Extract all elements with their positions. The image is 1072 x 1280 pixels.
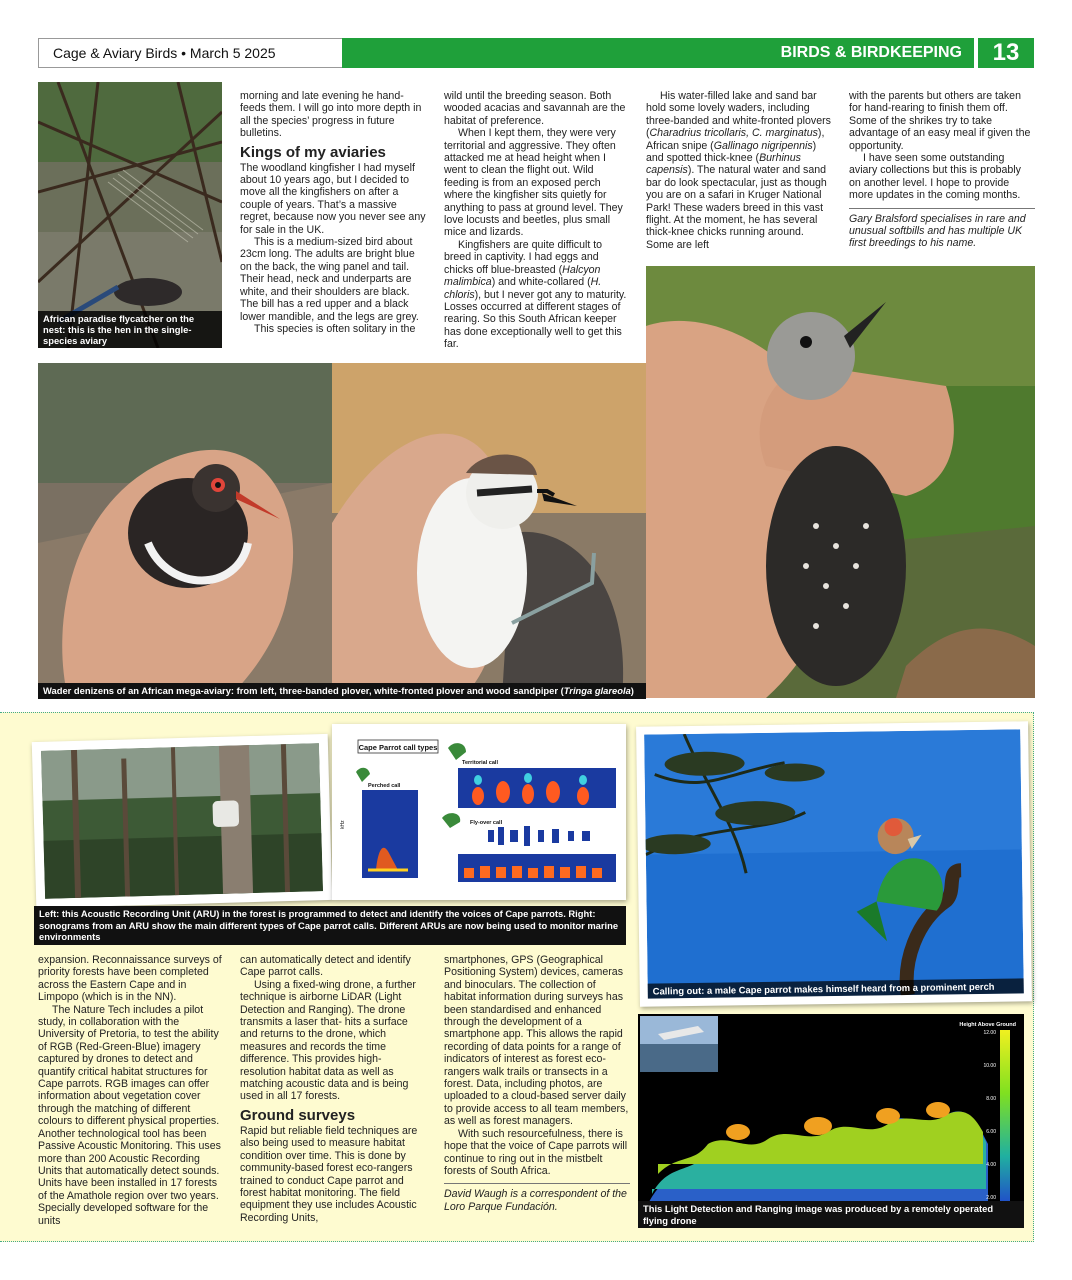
sonogram-axis-label: kHz [340, 820, 346, 829]
article1-column4 [849, 90, 1035, 250]
lidar-tick: 6.00 [986, 1129, 996, 1135]
lidar-caption: This Light Detection and Ranging image was produced by a remotely operated flying drone [638, 1201, 1024, 1228]
lidar-tick: 2.00 [986, 1195, 996, 1201]
paragraph: The Nature Tech includes a pilot study, in collaboration with the University of Pretoria, to test the ability of RGB (Red-Green-Blue) imagery captured by drones to detect and quantify critical habitat structures for Cape parrots. RGB images can offer information about vegetation cover through the matching of different colours to different physical properties. Another technological tool has been Passive Acoustic Monitoring. This uses more than 200 Acoustic Recording Units that automatically detect sounds. Units have been installed in 17 forests of the Amathole region over two years. Specially developed software for the units [38, 1003, 221, 1227]
parrot-caption: Calling out: a male Cape parrot makes himself heard from a prominent perch [648, 978, 1024, 999]
paragraph: This species is often solitary in the [254, 322, 416, 335]
lidar-tick: 4.00 [986, 1162, 996, 1168]
paragraph: smartphones, GPS (Geographical Positioning System) devices, cameras and binoculars. The collection of habitat information during surveys has been standardised and enhanced through the development of a smartphone app. This allows the rapid recording of data points for a range of indicators of interest as forest eco-rangers walk trails or transects in a forest. Data, including photos, are uploaded to a cloud-based server daily to provide access to all team members, as well as forest managers. [444, 954, 629, 1128]
paragraph: can automatically detect and identify Cape parrot calls. [240, 954, 411, 979]
flycatcher-caption: African paradise flycatcher on the nest: this is the hen in the single-species aviary [38, 311, 222, 348]
paragraph: When I kept them, they were very territorial and aggressive. They often attacked me at head height when I went to clean the flight out. Wild feeding is from an exposed perch where the kingfisher sits quietly for anything to pass at ground level. They love locusts and beetles, plus small mice and lizards. [444, 127, 623, 239]
article2-column3 [444, 954, 630, 1213]
plover-photo-1 [38, 363, 332, 698]
aru-photo-frame [32, 734, 333, 908]
territorial-call-label: Territorial call [462, 760, 498, 766]
flyover-call-label: Fly-over call [470, 820, 503, 826]
section-title: BIRDS & BIRDKEEPING [342, 38, 974, 68]
paragraph: The woodland kingfisher I had myself about 10 years ago, but I decided to move all the kingfishers on after a couple of years. That’s a massive regret, because now you never see any for sale in the UK. [240, 161, 426, 236]
parrot-photo-frame [636, 721, 1032, 1006]
sonogram-title: Cape Parrot call types [358, 743, 438, 752]
lidar-legend-title: Height Above Ground [959, 1022, 1016, 1028]
paragraph: expansion. Reconnaissance surveys of priority forests have been completed across the Eastern Cape and in Limpopo (which is in the NN). [38, 954, 222, 1004]
paragraph: Rapid but reliable field techniques are also being used to measure habitat condition over time. This is done by community-based forest eco-rangers trained to conduct Cape parrot and forest habitat monitoring. The field equipment they use includes Acoustic Recording Units, [240, 1124, 418, 1224]
subheading-ground-surveys: Ground surveys [240, 1106, 356, 1124]
paragraph: Using a fixed-wing drone, a further technique is airborne LiDAR (Light Detection and Ranging). The drone transmits a laser that- hits a surface and returns to the drone, which measures and records the time difference. This provides high-resolution habitat data as well as matching acoustic data and is being used in all 17 forests. [240, 978, 416, 1103]
paragraph: I have seen some outstanding aviary collections but this is probably on another level. I hope to provide more updates in the coming months. [849, 152, 1021, 202]
author-bio: Gary Bralsford specialises in rare and unusual softbills and has multiple UK first breedings to his name. [849, 208, 1035, 250]
article1-column3 [646, 90, 832, 251]
publication-line: Cage & Aviary Birds • March 5 2025 [38, 38, 342, 68]
article1-column2 [444, 90, 630, 351]
sonogram-frame [332, 724, 626, 900]
lidar-image [638, 1014, 1024, 1228]
lidar-tick: 8.00 [986, 1096, 996, 1102]
paragraph: morning and late evening he hand-feeds them. I will go into more depth in all the species’ progress in future bulletins. [240, 90, 422, 140]
lidar-tick: 12.00 [983, 1030, 996, 1036]
lidar-tick: 10.00 [983, 1063, 996, 1069]
aru-caption: Left: this Acoustic Recording Unit (ARU) in the forest is programmed to detect and identify the voices of Cape parrots. Right: sonograms from an ARU show the main different types of Cape parrot calls. Different ARUs are now being used to monitor marine environments [34, 906, 626, 945]
perched-call-label: Perched call [368, 783, 401, 789]
page-number: 13 [978, 38, 1034, 68]
paragraph: With such resourcefulness, there is hope that the voice of Cape parrots will continue to ring out in the mistbelt forests of South Africa. [444, 1127, 628, 1177]
paragraph: Kingfishers are quite difficult to breed in captivity. I had eggs and chicks off blue-breasted (Halcyon malimbica) and white-collared (H. chloris), but I never got any to maturity. Losses occurred at different stages of rearing. So this South African keeper has done exceptionally well to get this far. [444, 238, 627, 351]
paragraph: This is a medium-sized bird about 23cm long. The adults are bright blue on the back, the wing panel and tail. Their head, neck and underparts are white, and their shoulders are black. The bill has a red upper and a black lower mandible, and the legs are grey. [240, 236, 419, 323]
subheading-kings: Kings of my aviaries [240, 143, 386, 161]
sandpiper-photo [646, 266, 1035, 698]
author-bio: David Waugh is a correspondent of the Loro Parque Fundación. [444, 1183, 630, 1213]
article2-column1 [38, 954, 222, 1227]
waders-caption: Wader denizens of an African mega-aviary: from left, three-banded plover, white-fronted plover and wood sandpiper (Tringa glareola) [38, 683, 646, 699]
flycatcher-photo [38, 82, 222, 348]
paragraph: with the parents but others are taken for hand-rearing to finish them off. Some of the shrikes try to take advantage of an easy meal if given the opportunity. [849, 90, 1031, 152]
article1-column1 [240, 90, 426, 335]
article2-column2 [240, 954, 426, 1224]
paragraph: His water-filled lake and sand bar hold some lovely waders, including three-banded and white-fronted plovers (Charadrius tricollaris, C. marginatus), African snipe (Gallinago nigripennis) and spotted thick-knee (Burhinus capensis). The natural water and sand bar do look spectacular, just as though you are on a safari in Kruger National Park! These waders breed in this vast flight. At the moment, he has several thick-knee chicks running around. Some are left [646, 90, 831, 251]
paragraph: wild until the breeding season. Both wooded acacias and savannah are the habitat of preference. [444, 90, 626, 127]
plover-photo-2 [332, 363, 646, 698]
